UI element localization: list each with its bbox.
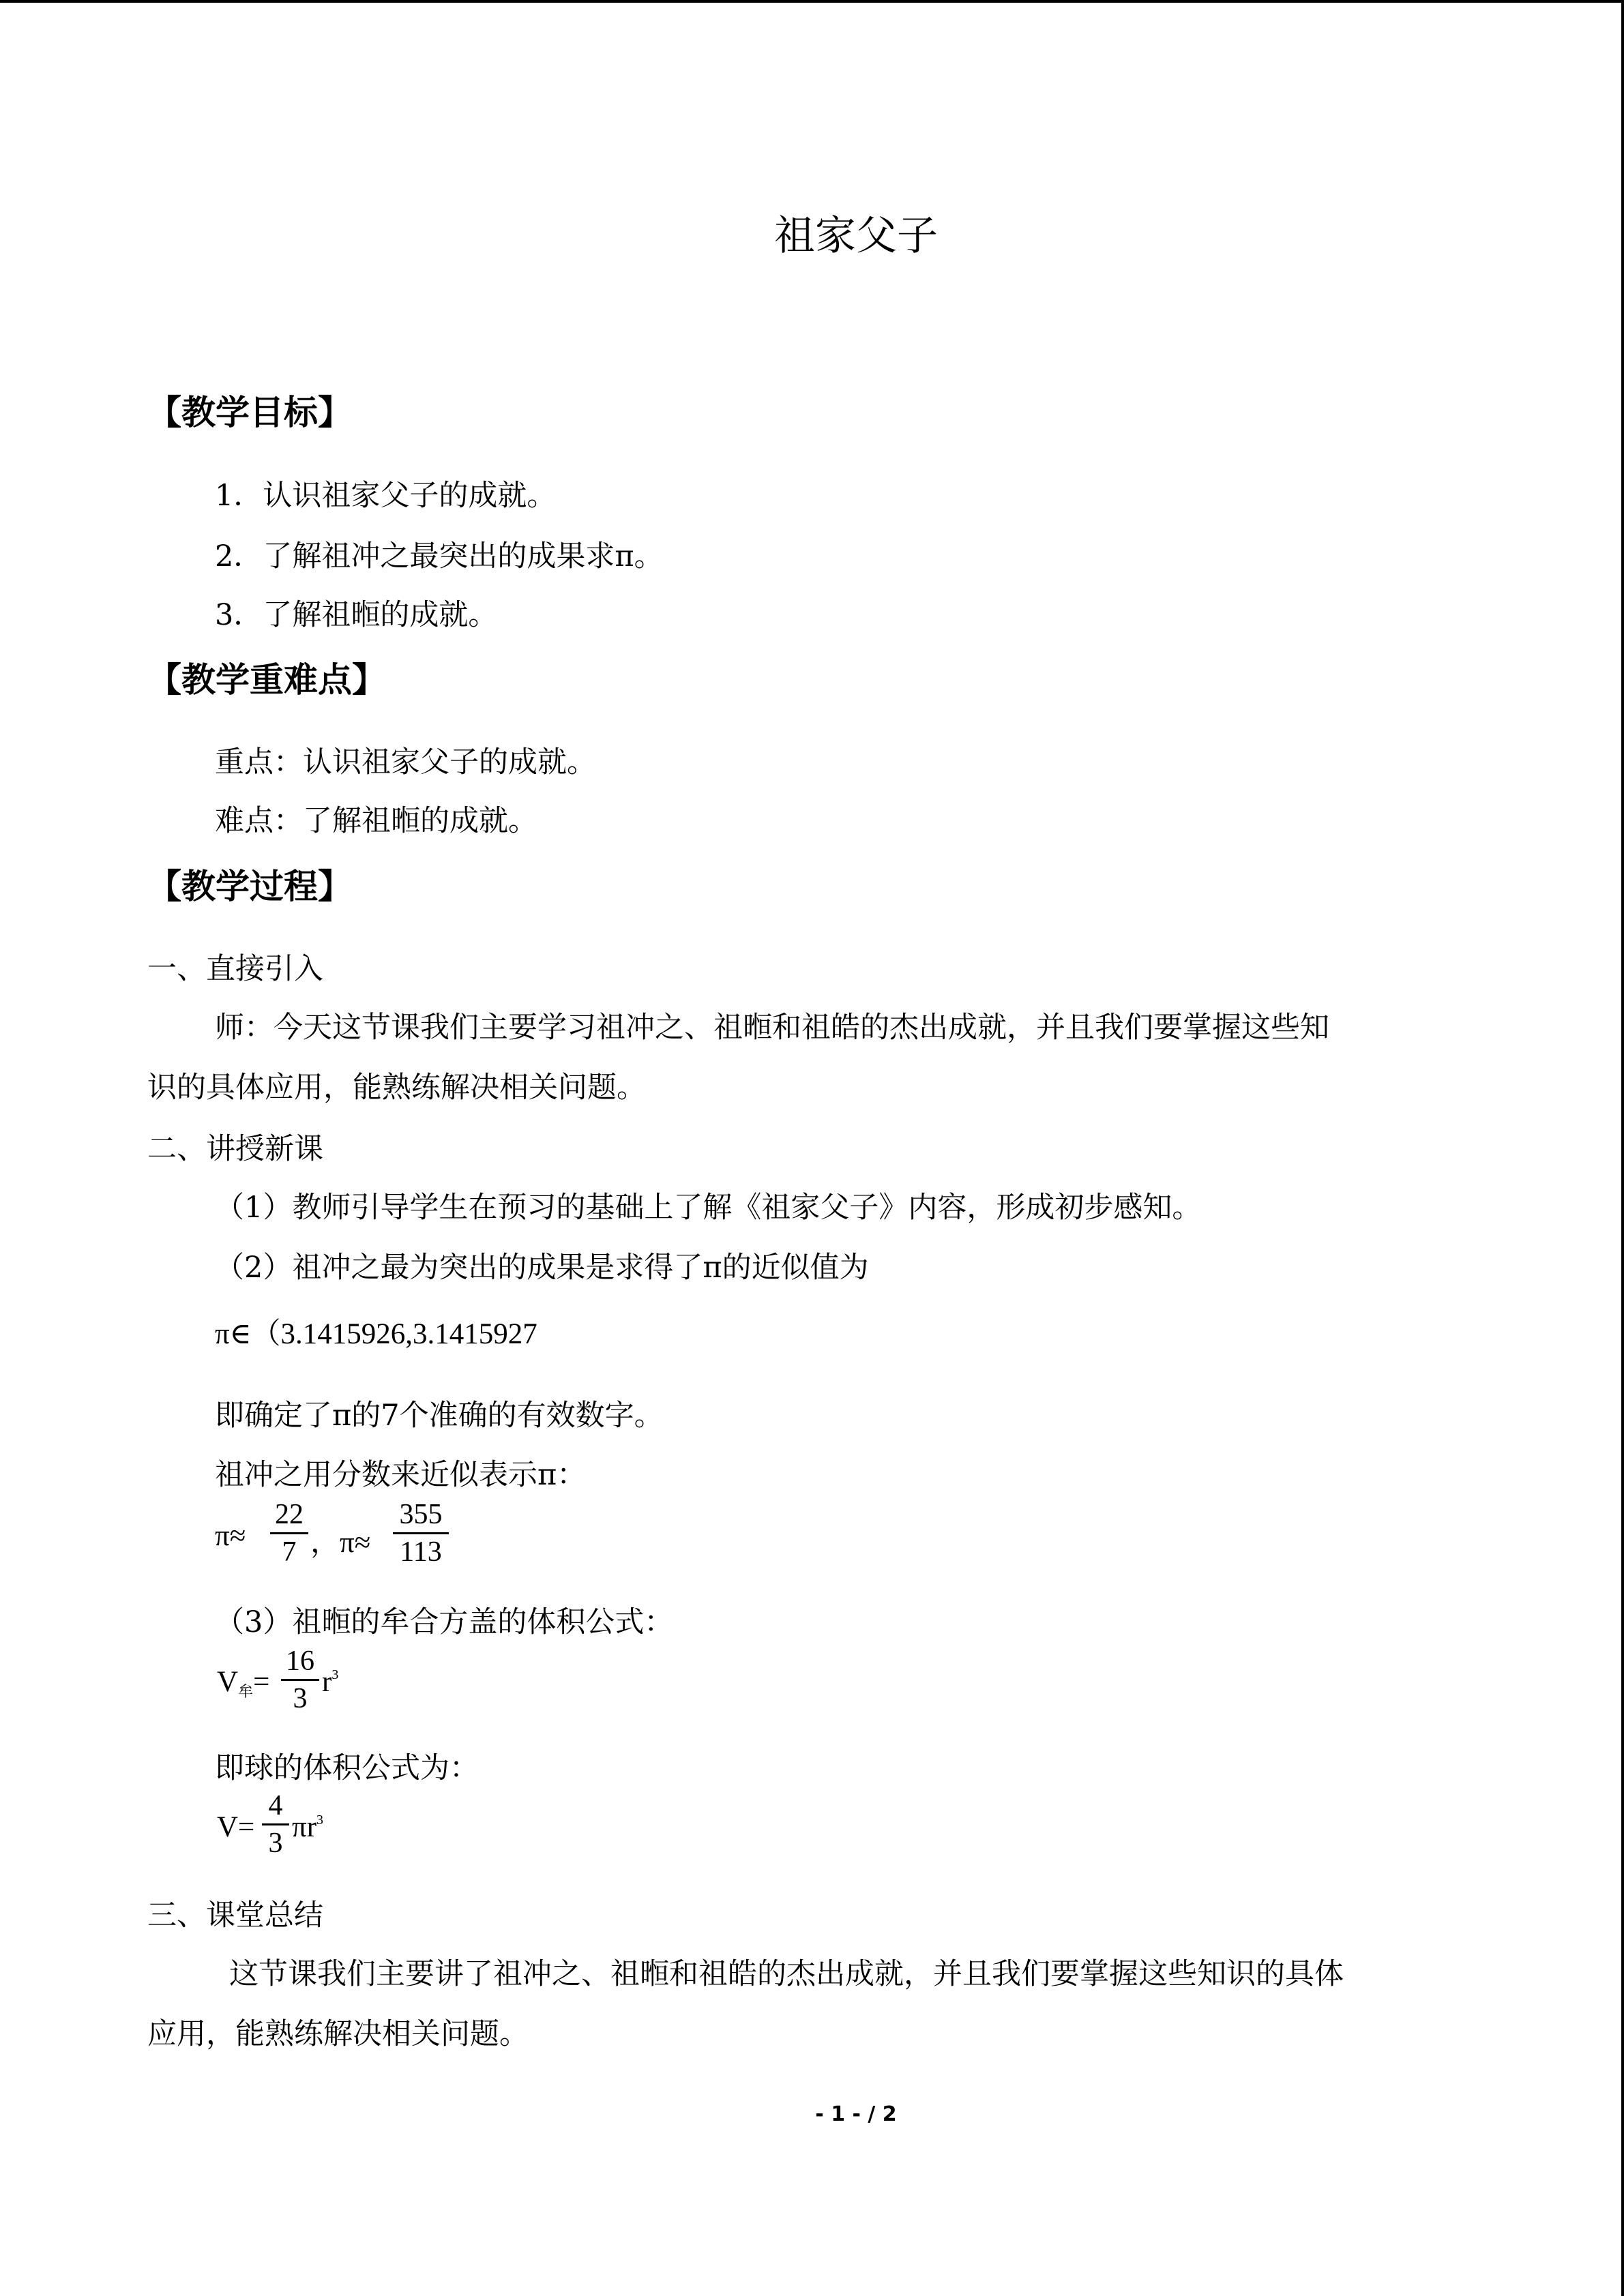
page-right-border: [1621, 0, 1624, 2296]
fraction-denominator: 3: [293, 1683, 308, 1714]
pi-r-symbol: πr: [292, 1811, 317, 1843]
document-title: 祖家父子: [774, 212, 938, 260]
fraction-22-7: [270, 1497, 308, 1570]
keypoint-item: 难点：了解祖暅的成就。: [215, 804, 537, 838]
keypoint-item: 重点：认识祖家父子的成就。: [215, 745, 596, 779]
fraction-numerator: 16: [286, 1645, 314, 1677]
goal-item: 2．了解祖冲之最突出的成果求π。: [215, 539, 664, 573]
fraction-16-3: [281, 1643, 319, 1716]
summary-paragraph-line: 这节课我们主要讲了祖冲之、祖暅和祖皓的杰出成就，并且我们要掌握这些知识的具体: [229, 1957, 1344, 1991]
section-heading-process: 【教学过程】: [147, 867, 352, 906]
section-heading-goals: 【教学目标】: [147, 393, 352, 432]
equals-sign: =: [253, 1666, 270, 1698]
fraction-denominator: 113: [400, 1536, 442, 1568]
sphere-formula-intro: 即球的体积公式为：: [215, 1751, 479, 1785]
fraction-denominator: 7: [282, 1536, 297, 1568]
sphere-volume-prefix: V=: [217, 1811, 255, 1843]
fraction-numerator: 4: [268, 1790, 283, 1821]
page-top-border: [0, 0, 1624, 3]
lesson-step: （3）祖暅的牟合方盖的体积公式：: [215, 1605, 674, 1639]
sphere-volume-suffix: [292, 1810, 323, 1844]
pi-digits-text: 即确定了π的7个准确的有效数字。: [215, 1399, 664, 1433]
volume-symbol: V: [217, 1666, 239, 1698]
radius-symbol: r: [322, 1666, 332, 1698]
lesson-step: （1）教师引导学生在预习的基础上了解《祖家父子》内容，形成初步感知。: [215, 1191, 1202, 1225]
fraction-numerator: 355: [399, 1499, 443, 1530]
pi-range-formula: π∈（3.1415926,3.1415927: [215, 1318, 537, 1350]
pi-approx-symbol: π≈: [215, 1520, 246, 1552]
exponent: 3: [331, 1667, 339, 1682]
part-title-intro: 一、直接引入: [147, 952, 323, 986]
page-number: - 1 - / 2: [815, 2102, 897, 2126]
part-title-new-lesson: 二、讲授新课: [147, 1132, 323, 1166]
goal-item: 3．了解祖暅的成就。: [215, 598, 498, 632]
part-title-summary: 三、课堂总结: [147, 1898, 323, 1933]
section-heading-keypoints: 【教学重难点】: [147, 660, 386, 700]
volume-formula-mouhe: [217, 1665, 269, 1701]
lesson-step: （2）祖冲之最为突出的成果是求得了π的近似值为: [215, 1251, 869, 1285]
pi-approx-separator: ，π≈: [310, 1527, 371, 1559]
fraction-4-3: [262, 1788, 289, 1861]
pi-fraction-intro: 祖冲之用分数来近似表示π：: [215, 1458, 587, 1492]
radius-cubed: [322, 1665, 338, 1699]
fraction-355-113: [393, 1497, 449, 1570]
exponent: 3: [316, 1813, 324, 1828]
summary-paragraph-line: 应用，能熟练解决相关问题。: [147, 2017, 529, 2051]
fraction-denominator: 3: [268, 1828, 283, 1859]
intro-paragraph-line: 师：今天这节课我们主要学习祖冲之、祖暅和祖皓的杰出成就，并且我们要掌握这些知: [215, 1011, 1329, 1045]
goal-item: 1．认识祖家父子的成就。: [215, 479, 557, 513]
fraction-numerator: 22: [275, 1499, 304, 1530]
intro-paragraph-line: 识的具体应用，能熟练解决相关问题。: [147, 1071, 646, 1105]
volume-subscript: 牟: [238, 1683, 254, 1700]
